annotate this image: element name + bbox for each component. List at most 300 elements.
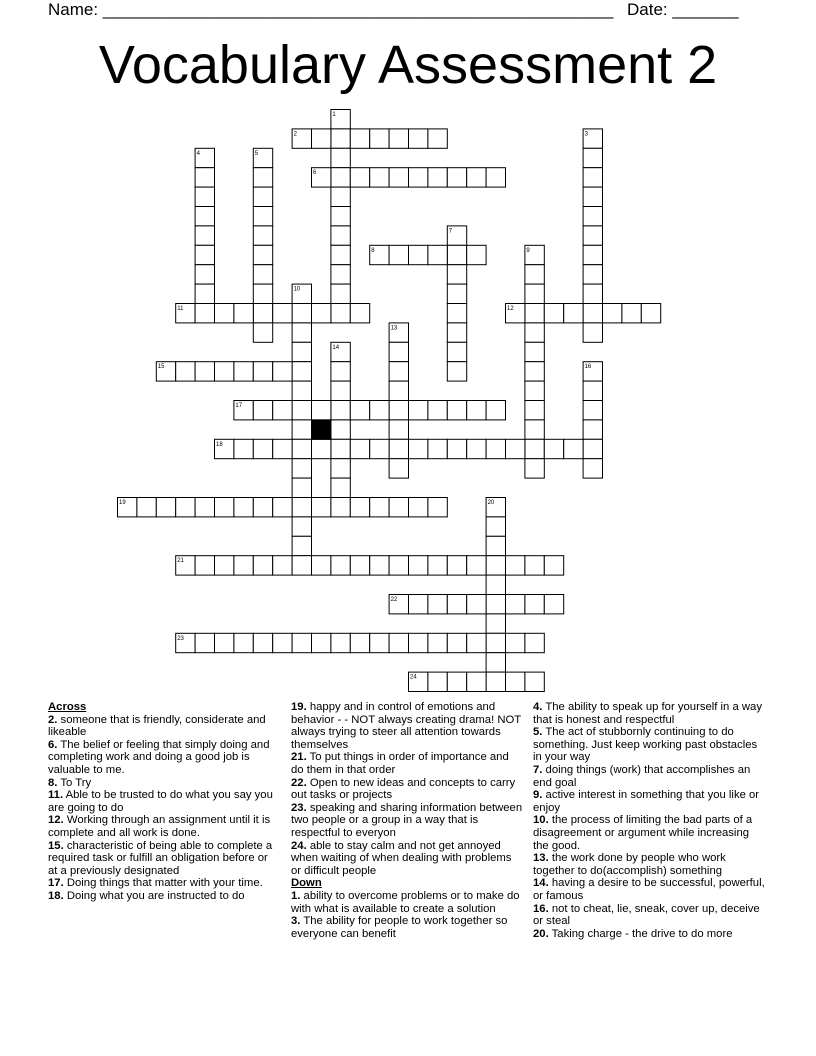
clue-number: 16. bbox=[533, 902, 549, 915]
clue-number: 11. bbox=[48, 789, 64, 802]
clue-number-label: 7 bbox=[448, 228, 453, 235]
name-field-label: Name: ______________________________________________________ bbox=[48, 0, 614, 19]
grid-cell[interactable] bbox=[253, 362, 272, 381]
grid-cell[interactable] bbox=[292, 420, 311, 439]
clue-text: happy and in control of emotions and behavior - - NOT always creating drama! NOT always trying to steer all attention towards themselves bbox=[291, 701, 521, 751]
across-clue bbox=[291, 751, 523, 776]
clue-number-label: 9 bbox=[526, 247, 530, 254]
grid-cell[interactable] bbox=[486, 614, 505, 633]
grid-cell[interactable] bbox=[234, 633, 253, 652]
grid-cell[interactable] bbox=[292, 478, 311, 497]
grid-cell[interactable] bbox=[195, 633, 214, 652]
down-clue bbox=[533, 928, 765, 941]
clue-text: having a desire to be successful, powerful, or famous bbox=[533, 877, 765, 902]
grid-cell[interactable] bbox=[467, 245, 486, 264]
grid-cell[interactable] bbox=[331, 381, 350, 400]
grid-cell[interactable] bbox=[331, 148, 350, 167]
grid-cell[interactable] bbox=[292, 401, 311, 420]
across-clue bbox=[48, 777, 280, 790]
grid-cell[interactable] bbox=[292, 633, 311, 652]
grid-cell[interactable] bbox=[253, 401, 272, 420]
grid-cell[interactable] bbox=[506, 439, 525, 458]
grid-cell[interactable] bbox=[195, 168, 214, 187]
grid-cell[interactable] bbox=[583, 401, 602, 420]
across-clue bbox=[48, 789, 280, 814]
clue-text: Open to new ideas and concepts to carry out tasks or projects bbox=[291, 776, 516, 802]
grid-cell[interactable] bbox=[350, 304, 369, 323]
down-clue bbox=[533, 903, 765, 928]
grid-cell[interactable] bbox=[331, 556, 350, 575]
clue-number: 9. bbox=[533, 789, 543, 802]
grid-cell[interactable] bbox=[389, 342, 408, 361]
grid-cell[interactable] bbox=[331, 439, 350, 458]
grid-cell[interactable] bbox=[486, 575, 505, 594]
grid-cell[interactable] bbox=[486, 556, 505, 575]
grid-cell[interactable] bbox=[331, 304, 350, 323]
down-clue bbox=[533, 814, 765, 852]
grid-cell[interactable] bbox=[331, 168, 350, 187]
grid-cell[interactable] bbox=[486, 672, 505, 691]
grid-cell[interactable] bbox=[234, 439, 253, 458]
grid-cell[interactable] bbox=[137, 498, 156, 517]
across-clue bbox=[48, 840, 280, 878]
grid-cell[interactable] bbox=[312, 556, 331, 575]
grid-cell[interactable] bbox=[312, 498, 331, 517]
clue-number: 4. bbox=[533, 701, 543, 713]
clue-number-label: 15 bbox=[157, 364, 165, 371]
clue-number: 15. bbox=[48, 839, 64, 852]
grid-cell[interactable] bbox=[467, 633, 486, 652]
grid-cell[interactable] bbox=[544, 304, 563, 323]
clue-text: Working through an assignment until it is complete and all work is done. bbox=[48, 814, 271, 839]
clue-number-label: 2 bbox=[293, 131, 297, 138]
grid-cell[interactable] bbox=[583, 226, 602, 245]
grid-cell[interactable] bbox=[292, 556, 311, 575]
grid-cell[interactable] bbox=[486, 168, 505, 187]
grid-cell[interactable] bbox=[215, 362, 234, 381]
grid-cell[interactable] bbox=[312, 633, 331, 652]
grid-cell[interactable] bbox=[350, 168, 369, 187]
grid-cell[interactable] bbox=[428, 672, 447, 691]
grid-cell[interactable] bbox=[525, 362, 544, 381]
grid-cell[interactable] bbox=[467, 556, 486, 575]
down-clue bbox=[533, 726, 765, 764]
clue-number: 22. bbox=[291, 776, 307, 789]
grid-cell[interactable] bbox=[564, 304, 583, 323]
grid-cell[interactable] bbox=[467, 672, 486, 691]
grid-cell[interactable] bbox=[622, 304, 641, 323]
grid-cell[interactable] bbox=[156, 498, 175, 517]
grid-cell[interactable] bbox=[273, 439, 292, 458]
grid-cell[interactable] bbox=[389, 556, 408, 575]
down-clue bbox=[291, 915, 523, 940]
grid-cell[interactable] bbox=[428, 498, 447, 517]
clue-number-label: 22 bbox=[390, 597, 398, 603]
grid-cell[interactable] bbox=[467, 401, 486, 420]
grid-cell[interactable] bbox=[389, 168, 408, 187]
clue-number: 7. bbox=[533, 763, 543, 776]
grid-cell[interactable] bbox=[292, 459, 311, 478]
clue-number: 1. bbox=[291, 889, 301, 902]
grid-cell[interactable] bbox=[428, 556, 447, 575]
grid-cell[interactable] bbox=[331, 420, 350, 439]
grid-cell[interactable] bbox=[486, 517, 505, 536]
grid-cell[interactable] bbox=[447, 672, 466, 691]
grid-cell[interactable] bbox=[525, 672, 544, 691]
grid-cell[interactable] bbox=[467, 439, 486, 458]
grid-cell[interactable] bbox=[486, 536, 505, 555]
grid-cell[interactable] bbox=[486, 439, 505, 458]
grid-cell[interactable] bbox=[195, 362, 214, 381]
grid-cell[interactable] bbox=[583, 304, 602, 323]
grid-cell[interactable] bbox=[234, 362, 253, 381]
clue-number-label: 8 bbox=[371, 247, 375, 254]
clue-number-label: 23 bbox=[177, 635, 184, 642]
grid-cell[interactable] bbox=[253, 245, 272, 264]
grid-cell[interactable] bbox=[195, 226, 214, 245]
grid-cell[interactable] bbox=[447, 245, 466, 264]
grid-cell[interactable] bbox=[195, 556, 214, 575]
grid-cell[interactable] bbox=[273, 304, 292, 323]
grid-cell[interactable] bbox=[253, 323, 272, 342]
grid-cell[interactable] bbox=[253, 207, 272, 226]
clue-number: 12. bbox=[48, 814, 64, 827]
grid-cell[interactable] bbox=[525, 381, 544, 400]
grid-cell[interactable] bbox=[525, 284, 544, 303]
grid-cell[interactable] bbox=[389, 633, 408, 652]
grid-cell[interactable] bbox=[195, 207, 214, 226]
grid-cell[interactable] bbox=[409, 129, 428, 148]
grid-cell[interactable] bbox=[583, 381, 602, 400]
clue-text: speaking and sharing information between two people or a group in a way that is respectful to everyon bbox=[291, 801, 523, 839]
grid-cell[interactable] bbox=[583, 284, 602, 303]
clue-number-label: 3 bbox=[584, 131, 588, 138]
grid-cell[interactable] bbox=[215, 498, 234, 517]
grid-cell[interactable] bbox=[292, 362, 311, 381]
across-clue bbox=[48, 877, 280, 890]
grid-cell[interactable] bbox=[409, 595, 428, 614]
clue-number-label: 24 bbox=[410, 674, 417, 681]
grid-cell[interactable] bbox=[409, 401, 428, 420]
grid-cell[interactable] bbox=[583, 439, 602, 458]
grid-cell[interactable] bbox=[273, 498, 292, 517]
clue-number: 17. bbox=[48, 877, 64, 890]
clue-number: 20. bbox=[533, 927, 549, 940]
clue-text: characteristic of being able to complete a required task or fulfill an obligation before or at a previously designated bbox=[48, 839, 273, 877]
grid-cell[interactable] bbox=[525, 265, 544, 284]
grid-cell[interactable] bbox=[273, 556, 292, 575]
grid-cell[interactable] bbox=[331, 207, 350, 226]
grid-cell[interactable] bbox=[486, 653, 505, 672]
grid-cell[interactable] bbox=[467, 595, 486, 614]
grid-cell[interactable] bbox=[370, 556, 389, 575]
across-clue bbox=[291, 840, 523, 878]
grid-cell[interactable] bbox=[292, 381, 311, 400]
clue-number: 21. bbox=[291, 751, 307, 764]
grid-cell[interactable] bbox=[253, 284, 272, 303]
clue-number: 18. bbox=[48, 889, 64, 902]
grid-cell[interactable] bbox=[525, 420, 544, 439]
clues-column-1 bbox=[48, 701, 280, 903]
grid-cell[interactable] bbox=[447, 401, 466, 420]
grid-cell[interactable] bbox=[428, 439, 447, 458]
grid-cell[interactable] bbox=[253, 226, 272, 245]
grid-cell[interactable] bbox=[292, 342, 311, 361]
clues-column-3 bbox=[533, 701, 765, 940]
clue-number-label: 11 bbox=[177, 306, 184, 312]
grid-cell[interactable] bbox=[331, 362, 350, 381]
black-cell bbox=[312, 420, 331, 439]
grid-cell[interactable] bbox=[350, 129, 369, 148]
across-clue bbox=[48, 814, 280, 839]
grid-cell[interactable] bbox=[389, 381, 408, 400]
grid-cell[interactable] bbox=[195, 187, 214, 206]
grid-cell[interactable] bbox=[331, 401, 350, 420]
clue-text: not to cheat, lie, sneak, cover up, deceive or steal bbox=[533, 902, 760, 928]
grid-cell[interactable] bbox=[389, 498, 408, 517]
grid-cell[interactable] bbox=[583, 420, 602, 439]
clue-text: The act of stubbornly continuing to do something. Just keep working past obstacles in your way bbox=[533, 726, 758, 764]
grid-cell[interactable] bbox=[215, 304, 234, 323]
grid-cell[interactable] bbox=[273, 633, 292, 652]
grid-cell[interactable] bbox=[331, 245, 350, 264]
grid-cell[interactable] bbox=[525, 556, 544, 575]
grid-cell[interactable] bbox=[253, 265, 272, 284]
grid-cell[interactable] bbox=[331, 633, 350, 652]
grid-cell[interactable] bbox=[506, 595, 525, 614]
down-clue bbox=[533, 789, 765, 814]
grid-cell[interactable] bbox=[331, 187, 350, 206]
grid-cell[interactable] bbox=[176, 362, 195, 381]
grid-cell[interactable] bbox=[331, 459, 350, 478]
grid-cell[interactable] bbox=[564, 439, 583, 458]
grid-cell[interactable] bbox=[234, 304, 253, 323]
grid-cell[interactable] bbox=[506, 633, 525, 652]
clue-number: 19. bbox=[291, 701, 307, 713]
grid-cell[interactable] bbox=[312, 439, 331, 458]
clue-number-label: 12 bbox=[507, 306, 514, 312]
grid-cell[interactable] bbox=[253, 498, 272, 517]
grid-cell[interactable] bbox=[525, 459, 544, 478]
page-title: Vocabulary Assessment 2 bbox=[98, 35, 718, 95]
grid-cell[interactable] bbox=[331, 284, 350, 303]
grid-cell[interactable] bbox=[234, 498, 253, 517]
grid-cell[interactable] bbox=[447, 439, 466, 458]
clue-number: 23. bbox=[291, 801, 307, 814]
grid-cell[interactable] bbox=[389, 420, 408, 439]
grid-cell[interactable] bbox=[389, 362, 408, 381]
grid-cell[interactable] bbox=[253, 556, 272, 575]
grid-cell[interactable] bbox=[428, 633, 447, 652]
grid-cell[interactable] bbox=[389, 129, 408, 148]
grid-cell[interactable] bbox=[350, 556, 369, 575]
across-clue bbox=[48, 890, 280, 903]
grid-cell[interactable] bbox=[389, 245, 408, 264]
grid-cell[interactable] bbox=[292, 304, 311, 323]
grid-cell[interactable] bbox=[331, 226, 350, 245]
across-clue bbox=[291, 802, 523, 840]
clue-text: To Try bbox=[57, 776, 92, 789]
grid-cell[interactable] bbox=[350, 633, 369, 652]
clue-number-label: 17 bbox=[235, 403, 243, 409]
grid-cell[interactable] bbox=[331, 478, 350, 497]
grid-cell[interactable] bbox=[253, 439, 272, 458]
clue-text: Able to be trusted to do what you say you are going to do bbox=[48, 789, 273, 814]
grid-cell[interactable] bbox=[525, 304, 544, 323]
grid-cell[interactable] bbox=[253, 633, 272, 652]
grid-cell[interactable] bbox=[447, 284, 466, 303]
grid-cell[interactable] bbox=[253, 304, 272, 323]
grid-cell[interactable] bbox=[409, 168, 428, 187]
grid-cell[interactable] bbox=[273, 362, 292, 381]
grid-cell[interactable] bbox=[525, 342, 544, 361]
grid-cell[interactable] bbox=[544, 595, 563, 614]
clue-number-label: 4 bbox=[196, 150, 200, 157]
grid-cell[interactable] bbox=[389, 459, 408, 478]
grid-cell[interactable] bbox=[331, 498, 350, 517]
grid-cell[interactable] bbox=[486, 633, 505, 652]
grid-cell[interactable] bbox=[583, 148, 602, 167]
grid-cell[interactable] bbox=[506, 556, 525, 575]
grid-cell[interactable] bbox=[525, 595, 544, 614]
clue-number-label: 18 bbox=[216, 441, 223, 448]
grid-cell[interactable] bbox=[447, 168, 466, 187]
clue-number-label: 20 bbox=[487, 500, 495, 506]
down-clue bbox=[533, 877, 765, 902]
grid-cell[interactable] bbox=[292, 517, 311, 536]
grid-cell[interactable] bbox=[370, 498, 389, 517]
grid-cell[interactable] bbox=[409, 245, 428, 264]
grid-cell[interactable] bbox=[370, 168, 389, 187]
grid-cell[interactable] bbox=[447, 304, 466, 323]
grid-cell[interactable] bbox=[253, 168, 272, 187]
grid-cell[interactable] bbox=[312, 401, 331, 420]
grid-cell[interactable] bbox=[447, 323, 466, 342]
grid-cell[interactable] bbox=[525, 633, 544, 652]
grid-cell[interactable] bbox=[525, 401, 544, 420]
clue-number: 10. bbox=[533, 814, 549, 827]
clue-text: Taking charge - the drive to do more bbox=[548, 927, 733, 940]
grid-cell[interactable] bbox=[447, 362, 466, 381]
grid-cell[interactable] bbox=[331, 129, 350, 148]
grid-cell[interactable] bbox=[583, 323, 602, 342]
grid-cell[interactable] bbox=[195, 498, 214, 517]
grid-cell[interactable] bbox=[583, 187, 602, 206]
grid-cell[interactable] bbox=[428, 245, 447, 264]
grid-cell[interactable] bbox=[583, 459, 602, 478]
grid-cell[interactable] bbox=[428, 595, 447, 614]
grid-cell[interactable] bbox=[312, 304, 331, 323]
grid-cell[interactable] bbox=[603, 304, 622, 323]
grid-cell[interactable] bbox=[486, 595, 505, 614]
clue-number: 6. bbox=[48, 738, 58, 751]
clue-number: 8. bbox=[48, 776, 58, 789]
grid-cell[interactable] bbox=[195, 245, 214, 264]
grid-cell[interactable] bbox=[447, 342, 466, 361]
grid-cell[interactable] bbox=[176, 498, 195, 517]
clue-number-label: 14 bbox=[332, 344, 340, 351]
grid-cell[interactable] bbox=[583, 265, 602, 284]
grid-cell[interactable] bbox=[370, 401, 389, 420]
grid-cell[interactable] bbox=[350, 498, 369, 517]
grid-cell[interactable] bbox=[292, 323, 311, 342]
grid-cell[interactable] bbox=[331, 265, 350, 284]
grid-cell[interactable] bbox=[370, 439, 389, 458]
grid-cell[interactable] bbox=[215, 633, 234, 652]
grid-cell[interactable] bbox=[312, 129, 331, 148]
grid-cell[interactable] bbox=[428, 129, 447, 148]
grid-cell[interactable] bbox=[370, 633, 389, 652]
clue-number-label: 6 bbox=[313, 170, 317, 177]
down-clue bbox=[533, 701, 765, 726]
down-heading: Down bbox=[291, 877, 322, 890]
grid-cell[interactable] bbox=[370, 129, 389, 148]
grid-cell[interactable] bbox=[583, 245, 602, 264]
grid-cell[interactable] bbox=[350, 439, 369, 458]
grid-cell[interactable] bbox=[486, 401, 505, 420]
grid-cell[interactable] bbox=[428, 168, 447, 187]
clue-number-label: 16 bbox=[584, 364, 592, 371]
grid-cell[interactable] bbox=[409, 498, 428, 517]
clue-number-label: 19 bbox=[119, 500, 126, 506]
clue-text: Doing things that matter with your time. bbox=[63, 877, 263, 890]
grid-cell[interactable] bbox=[506, 672, 525, 691]
grid-cell[interactable] bbox=[273, 401, 292, 420]
grid-cell[interactable] bbox=[525, 323, 544, 342]
clue-text: the work done by people who work together to do(accomplish) something bbox=[533, 852, 726, 877]
grid-cell[interactable] bbox=[409, 439, 428, 458]
clue-number: 14. bbox=[533, 877, 549, 890]
across-heading: Across bbox=[48, 701, 87, 713]
grid-cell[interactable] bbox=[234, 556, 253, 575]
grid-cell[interactable] bbox=[447, 595, 466, 614]
grid-cell[interactable] bbox=[544, 439, 563, 458]
grid-cell[interactable] bbox=[292, 498, 311, 517]
grid-cell[interactable] bbox=[195, 304, 214, 323]
grid-cell[interactable] bbox=[447, 633, 466, 652]
grid-cell[interactable] bbox=[544, 556, 563, 575]
down-clue bbox=[533, 852, 765, 877]
grid-cell[interactable] bbox=[292, 439, 311, 458]
grid-cell[interactable] bbox=[409, 633, 428, 652]
clue-number: 5. bbox=[533, 726, 543, 739]
across-clue bbox=[48, 714, 280, 739]
grid-cell[interactable] bbox=[641, 304, 660, 323]
clue-number-label: 13 bbox=[390, 325, 398, 332]
grid-cell[interactable] bbox=[389, 439, 408, 458]
clue-number: 3. bbox=[291, 915, 301, 928]
clue-number-label: 1 bbox=[332, 112, 336, 118]
clue-text: active interest in something that you like or enjoy bbox=[533, 789, 760, 814]
grid-cell[interactable] bbox=[350, 401, 369, 420]
grid-cell[interactable] bbox=[195, 284, 214, 303]
grid-cell[interactable] bbox=[428, 401, 447, 420]
grid-cell[interactable] bbox=[409, 556, 428, 575]
grid-cell[interactable] bbox=[583, 168, 602, 187]
clues-column-2 bbox=[291, 701, 523, 940]
grid-cell[interactable] bbox=[253, 187, 272, 206]
grid-cell[interactable] bbox=[447, 265, 466, 284]
grid-cell[interactable] bbox=[389, 401, 408, 420]
grid-cell[interactable] bbox=[467, 168, 486, 187]
clue-number-label: 10 bbox=[293, 286, 301, 293]
grid-cell[interactable] bbox=[583, 207, 602, 226]
grid-cell[interactable] bbox=[215, 556, 234, 575]
grid-cell[interactable] bbox=[525, 439, 544, 458]
grid-cell[interactable] bbox=[292, 536, 311, 555]
grid-cell[interactable] bbox=[195, 265, 214, 284]
grid-cell[interactable] bbox=[447, 556, 466, 575]
